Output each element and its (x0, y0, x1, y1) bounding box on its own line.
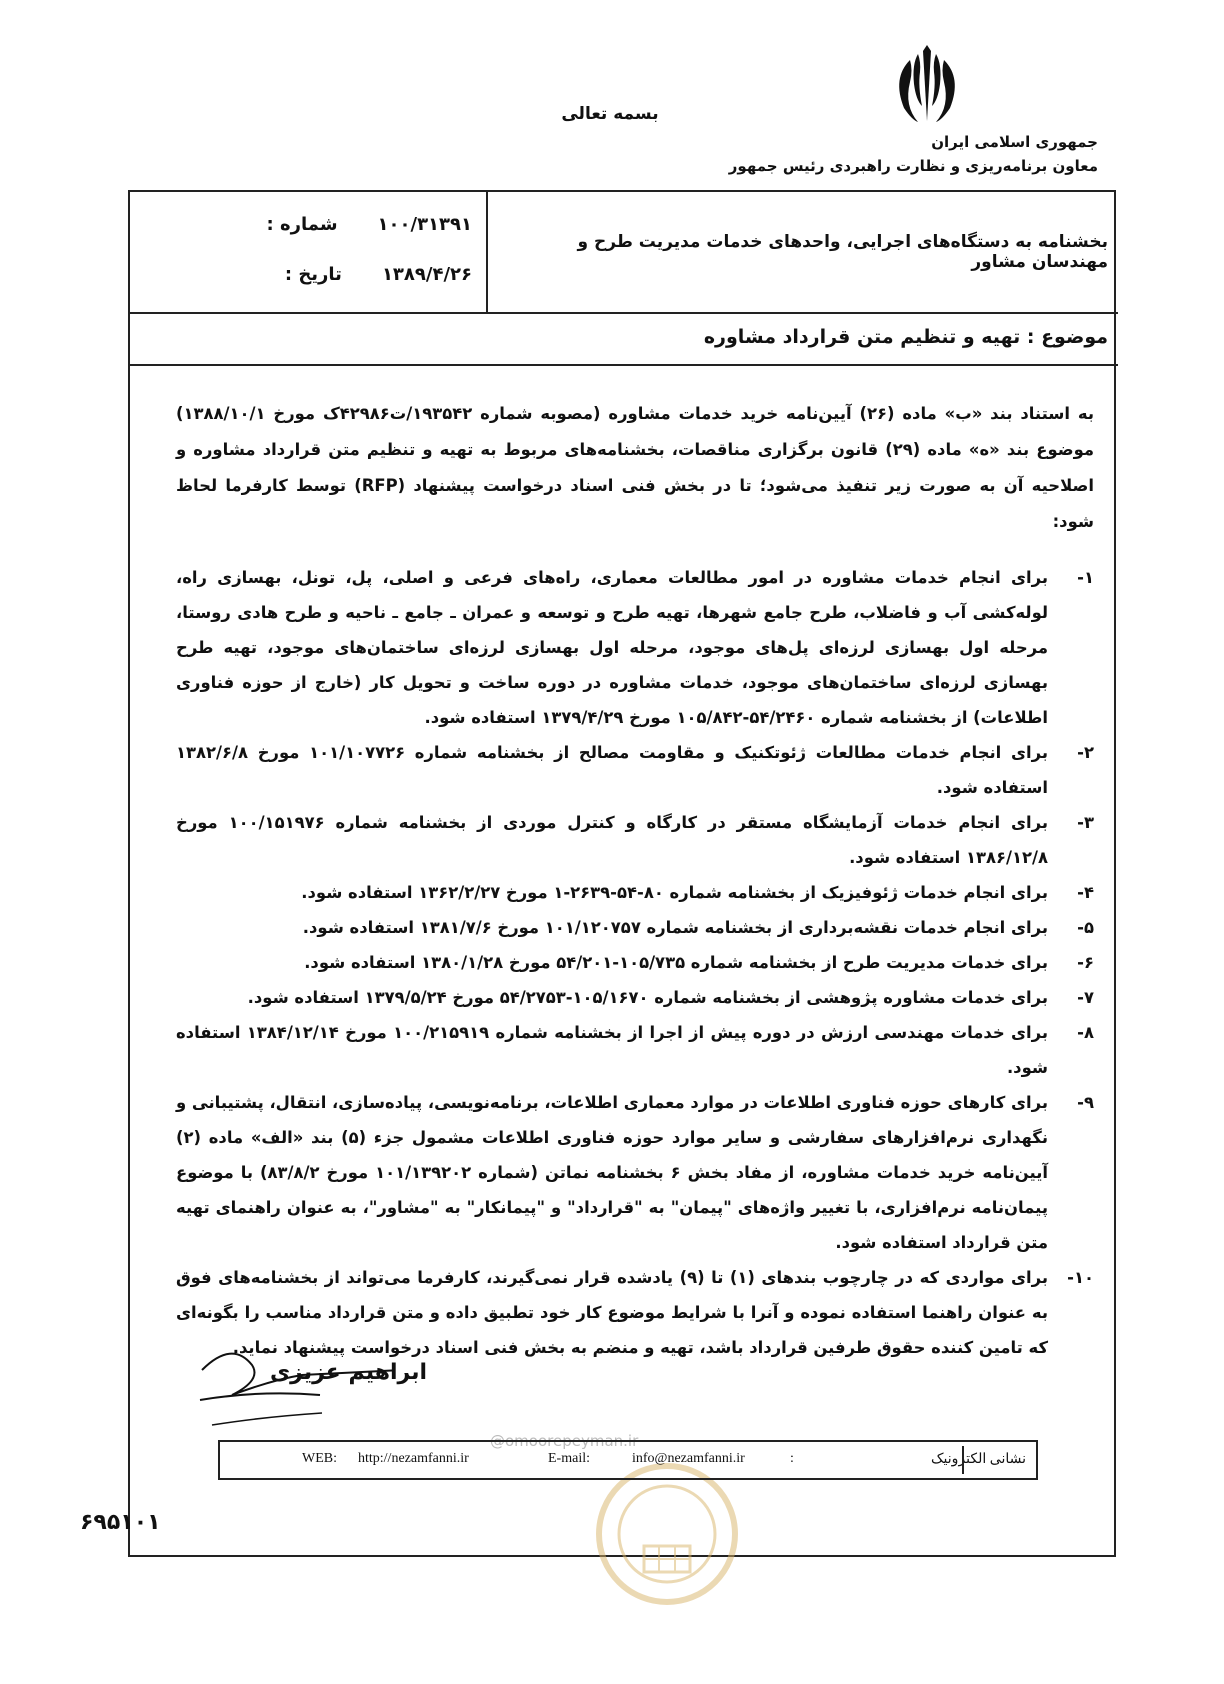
directive-text: برای انجام خدمات آزمایشگاه مستقر در کارگاه و کنترل موردی از بخشنامه شماره ۱۰۰/۱۵۱۹۷۶ مورخ ۱۳۸۶/۱۲/۸ استفاده شود. (176, 813, 1048, 867)
directive-number: ۸- (1077, 1023, 1094, 1042)
date-label: تاریخ : (284, 264, 342, 285)
footer-web-label: WEB: (302, 1451, 337, 1466)
directive-number: ۱۰- (1067, 1268, 1094, 1287)
document-serial: ۶۹۵۱۰۱ (80, 1510, 161, 1535)
directive-text: برای انجام خدمات نقشه‌برداری از بخشنامه شماره ۱۰۱/۱۲۰۷۵۷ مورخ ۱۳۸۱/۷/۶ استفاده شود. (302, 918, 1048, 937)
intro-paragraph (176, 396, 1094, 540)
directive-number: ۴- (1077, 883, 1094, 902)
bismillah-heading: بسمه تعالی (561, 104, 659, 124)
signatory-name: ابراهیم عزیزی (270, 1360, 427, 1385)
footer-divider (962, 1446, 965, 1474)
directive-item (176, 560, 1094, 735)
footer-colon: : (790, 1451, 794, 1466)
letter-frame (128, 190, 1116, 1557)
issuer-block (678, 130, 1098, 178)
directive-item (176, 910, 1094, 945)
directive-number: ۷- (1077, 988, 1094, 1007)
issuer-office: معاون برنامه‌ریزی و نظارت راهبردی رئیس جمهور (728, 157, 1098, 175)
number-label: شماره : (266, 214, 338, 235)
footer-web[interactable]: http://nezamfanni.ir (358, 1451, 469, 1466)
directive-text: برای انجام خدمات مشاوره در امور مطالعات معماری، راه‌های فرعی و اصلی، پل، تونل، بهسازی راه، لوله‌کشی آب و فاضلاب، طرح جامع شهرها، تهیه طرح و توسعه و عمران ـ جامع ـ ناحیه و طرح هادی روستا، مرحله اول بهسازی لرزه‌ای پل‌های موجود، مرحله اول بهسازی لرزه‌ای ساختمان‌های موجود، تهیه طرح بهسازی لرزه‌ای ساختمان‌های موجود، خدمات مشاوره در دوره ساخت و تحویل کار (خارج از حوزه فناوری اطلاعات) از بخشنامه شماره ۵۴/۲۴۶۰-۱۰۵/۸۴۲ مورخ ۱۳۷۹/۴/۲۹ استفاده شود. (176, 568, 1048, 727)
directive-text: برای خدمات مهندسی ارزش در دوره پیش از اجرا از بخشنامه شماره ۱۰۰/۲۱۵۹۱۹ مورخ ۱۳۸۴/۱۲/۱۴ استفاده شود. (176, 1023, 1048, 1077)
directive-number: ۹- (1077, 1093, 1094, 1112)
directive-number: ۵- (1077, 918, 1094, 937)
directive-item (176, 945, 1094, 980)
directive-text: برای انجام خدمات ژئوفیزیک از بخشنامه شماره ۸۰-۵۴-۲۶۳۹-۱ مورخ ۱۳۶۲/۲/۲۷ استفاده شود. (301, 883, 1048, 902)
directive-number: ۳- (1077, 813, 1094, 832)
recipient-line: بخشنامه به دستگاه‌های اجرایی، واحدهای خدمات مدیریت طرح و مهندسان مشاور (577, 232, 1108, 272)
directive-text: برای انجام خدمات مطالعات ژئوتکنیک و مقاومت مصالح از بخشنامه شماره ۱۰۱/۱۰۷۷۲۶ مورخ ۱۳۸۲/۶/۸ استفاده شود. (176, 743, 1048, 797)
directive-number: ۲- (1077, 743, 1094, 762)
number-line (267, 214, 472, 235)
directive-text: برای خدمات مشاوره پژوهشی از بخشنامه شماره ۱۰۵/۱۶۷۰-۵۴/۲۷۵۳ مورخ ۱۳۷۹/۵/۲۴ استفاده شود. (247, 988, 1048, 1007)
contact-footer (218, 1440, 1038, 1480)
directive-item (176, 805, 1094, 875)
number-value: ۱۰۰/۳۱۳۹۱ (377, 214, 472, 235)
directive-text: برای خدمات مدیریت طرح از بخشنامه شماره ۱۰۵/۷۳۵-۵۴/۲۰۱ مورخ ۱۳۸۰/۱/۲۸ استفاده شود. (304, 953, 1048, 972)
subject-row (130, 314, 1118, 366)
intro-text: به استناد بند «ب» ماده (۲۶) آیین‌نامه خرید خدمات مشاوره (مصوبه شماره ۱۹۳۵۴۲/ت۴۲۹۸۶ک مورخ ۱۳۸۸/۱۰/۱) موضوع بند «ه» ماده (۲۹) قانون برگزاری مناقصات، بخشنامه‌های مربوط به تهیه و تنظیم متن قرارداد مشاوره و اصلاحیه آن به صورت زیر تنفیذ می‌شود؛ تا در بخش فنی اسناد درخواست پیشنهاد (RFP) توسط کارفرما لحاظ شود: (176, 404, 1095, 531)
footer-email[interactable]: info@nezamfanni.ir (632, 1451, 745, 1466)
letter-meta-row (130, 192, 1118, 314)
subject-line: موضوع : تهیه و تنظیم متن قرارداد مشاوره (703, 326, 1108, 348)
directive-text: برای مواردی که در چارچوب بندهای (۱) تا (۹) یادشده قرار نمی‌گیرند، کارفرما می‌تواند از بخشنامه‌های فوق به عنوان راهنما استفاده نموده و آنرا با شرایط موضوع کار خود تطبیق داده و متن قرارداد مناسب را بگونه‌ای که تامین کننده حقوق طرفین قرارداد باشد، تهیه و منضم به بخش فنی اسناد درخواست پیشنهاد نماید. (176, 1268, 1048, 1357)
issuer-country: جمهوری اسلامی ایران (931, 133, 1098, 151)
directive-item (176, 735, 1094, 805)
directive-number: ۶- (1077, 953, 1094, 972)
directive-item (176, 1015, 1094, 1085)
footer-email-label: E-mail: (548, 1451, 590, 1466)
directive-list (176, 560, 1094, 1365)
date-line (285, 264, 472, 285)
watermark-text: @omoorepeyman.ir (490, 1432, 639, 1450)
iran-emblem-icon (880, 40, 975, 125)
directive-number: ۱- (1077, 568, 1094, 587)
number-date-box (130, 192, 488, 312)
directive-item (176, 875, 1094, 910)
directive-text: برای کارهای حوزه فناوری اطلاعات در موارد معماری اطلاعات، برنامه‌نویسی، پیاده‌سازی، انتقال، پشتیبانی و نگهداری نرم‌افزارهای سفارشی و سایر موارد حوزه فناوری اطلاعات مشمول جزء (۵) بند «الف» ماده (۲) آیین‌نامه خرید خدمات مشاوره، از مفاد بخش ۶ بخشنامه نماتن (شماره ۱۰۱/۱۳۹۲۰۲ مورخ ۸۳/۸/۲) با موضوع پیمان‌نامه نرم‌افزاری، با تغییر واژه‌های "پیمان" به "قرارداد" و "پیمانکار" به "مشاور"، به عنوان راهنمای تهیه متن قرارداد استفاده شود. (176, 1093, 1048, 1252)
directive-item (176, 980, 1094, 1015)
signature-scribble (182, 1330, 392, 1440)
footer-label: نشانی الکترونیک (931, 1452, 1026, 1467)
directive-item (176, 1085, 1094, 1260)
date-value: ۱۳۸۹/۴/۲۶ (381, 264, 472, 285)
